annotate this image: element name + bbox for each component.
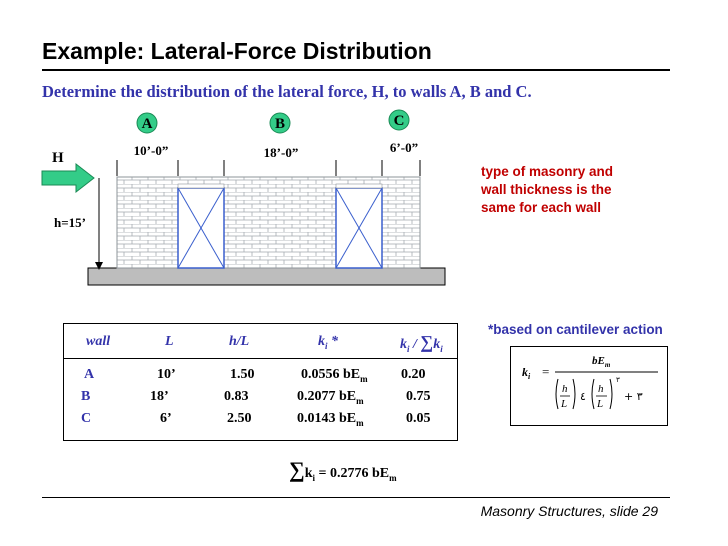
formula-l-2: L	[597, 398, 604, 410]
row-a-ki-sub: m	[360, 373, 368, 384]
formula-coef: ٤	[580, 390, 586, 403]
note-line: wall thickness is the	[481, 182, 612, 197]
formula-plus-three: + ٣	[624, 390, 643, 403]
stiffness-sum	[289, 457, 397, 483]
sum-sigma: ∑	[289, 457, 305, 482]
note-line: same for each wall	[481, 200, 602, 215]
stiffness-formula	[510, 346, 668, 426]
formula-numerator: bE	[592, 355, 605, 367]
row-b-length: 18’	[150, 389, 169, 404]
row-a-ratio: 0.20	[401, 367, 426, 382]
note-line: type of masonry and	[481, 164, 614, 179]
opening-bc-lintel	[336, 184, 382, 188]
formula-numerator-sub: m	[604, 361, 611, 369]
base-slab	[88, 268, 445, 285]
row-c-ki: 0.0143 bE	[297, 411, 357, 426]
formula-k: k	[522, 365, 528, 379]
slide-title: Example: Lateral-Force Distribution	[42, 38, 432, 64]
row-b-h-over-l: 0.83	[224, 389, 249, 404]
slide-footer: Masonry Structures, slide 29	[480, 503, 658, 519]
row-b-wall: B	[81, 389, 91, 404]
header-k: k	[318, 334, 325, 349]
header-k-sub: i	[325, 340, 328, 351]
dimension-c: 6’-0”	[389, 140, 419, 155]
sum-value-sub: m	[389, 472, 397, 483]
footer-rule	[42, 497, 670, 498]
row-a-h-over-l: 1.50	[230, 367, 255, 382]
row-c-h-over-l: 2.50	[227, 411, 252, 426]
row-a-length: 10’	[157, 367, 176, 382]
row-c-wall: C	[81, 411, 92, 426]
table-header-divider	[64, 358, 457, 359]
sum-k: k	[304, 466, 313, 481]
row-c-ki-sub: m	[356, 417, 364, 428]
row-a-wall: A	[84, 367, 95, 382]
header-wall: wall	[86, 334, 111, 349]
row-a-stiffness	[301, 367, 368, 384]
masonry-note	[481, 163, 613, 217]
formula-l-1: L	[561, 398, 568, 410]
wall-label-b: B	[274, 116, 286, 132]
header-k-star: *	[327, 334, 339, 349]
formula-caption: *based on cantilever action	[488, 322, 663, 337]
force-label: H	[52, 150, 64, 166]
formula-h-2: h	[598, 383, 604, 395]
svg-text:=: =	[542, 364, 550, 379]
header-length: L	[165, 334, 174, 349]
header-h-over-l: h/L	[229, 334, 250, 349]
header-ratio-sub2: i	[440, 343, 443, 354]
row-c-length: 6’	[160, 411, 172, 426]
wall-label-c: C	[393, 113, 405, 129]
row-a-ki: 0.0556 bE	[301, 367, 361, 382]
header-ratio	[400, 332, 443, 354]
formula-exponent: ٣	[616, 376, 620, 384]
height-label: h=15’	[54, 215, 86, 230]
header-stiffness	[318, 334, 338, 351]
formula-h-1: h	[562, 383, 568, 395]
header-ratio-div: /	[409, 337, 421, 352]
lateral-force-arrow	[42, 164, 94, 192]
row-b-stiffness	[297, 389, 364, 406]
formula-k-sub: i	[528, 372, 531, 381]
dimension-a: 10’-0”	[133, 143, 169, 158]
header-ratio-k2: k	[433, 337, 441, 352]
wall-label-a: A	[141, 116, 153, 132]
row-c-stiffness	[297, 411, 364, 428]
dimension-b: 18’-0”	[263, 145, 299, 160]
header-ratio-sigma: ∑	[420, 332, 434, 352]
sum-k-sub: i	[312, 472, 315, 483]
row-b-ki-sub: m	[356, 395, 364, 406]
opening-ab-lintel	[178, 184, 224, 188]
slide-subtitle: Determine the distribution of the lateral force, H, to walls A, B and C.	[42, 82, 532, 101]
row-c-ratio: 0.05	[406, 411, 431, 426]
row-b-ki: 0.2077 bE	[297, 389, 357, 404]
stiffness-table	[63, 323, 458, 441]
header-ratio-k: k	[400, 337, 407, 352]
row-b-ratio: 0.75	[406, 389, 431, 404]
header-ratio-sub: i	[407, 343, 410, 354]
sum-value: = 0.2776 bE	[315, 466, 390, 481]
